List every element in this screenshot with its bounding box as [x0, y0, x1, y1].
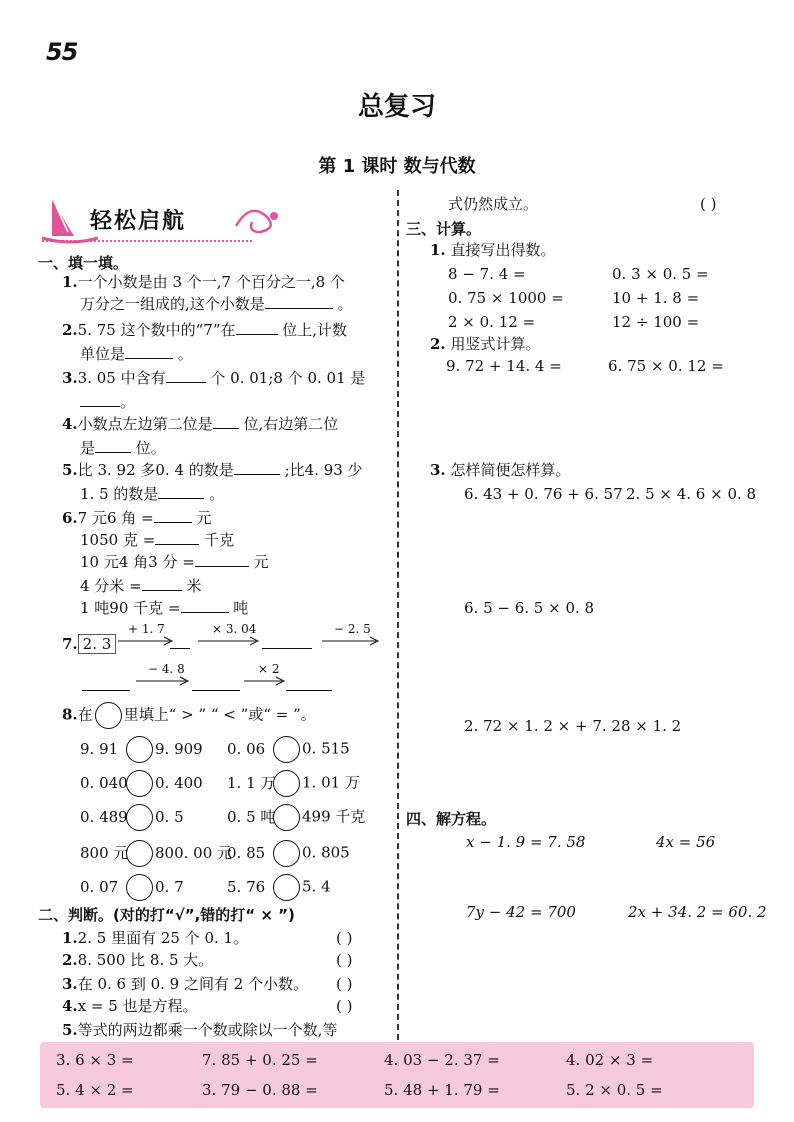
flourish-icon [230, 202, 290, 242]
oral-calc-item: 5. 2 × 0. 5 = [566, 1081, 663, 1099]
question-6: 6.7 元6 角 = 元 [62, 509, 212, 527]
direct-calc: 10 + 1. 8 = [612, 289, 700, 307]
judge-item: 5.等式的两边都乘一个数或除以一个数,等 [62, 1021, 338, 1039]
compare-value: 800. 00 元 [155, 843, 233, 862]
question-4-line2: 是 位。 [80, 439, 166, 457]
compare-circle[interactable] [126, 770, 153, 797]
item-number: 3. [62, 975, 78, 993]
item-number: 1. [62, 929, 78, 947]
item-text: x = 5 也是方程。 [77, 997, 198, 1015]
equation: 2x + 34. 2 = 60. 2 [628, 903, 767, 921]
question-1-line2: 万分之一组成的,这个小数是 。 [80, 295, 353, 313]
answer-blank[interactable] [155, 530, 199, 545]
compare-value: 1. 01 万 [302, 773, 360, 792]
question-2: 2.5. 75 这个数中的“7”在 位上,计数 [62, 321, 348, 339]
oral-calc-item: 5. 4 × 2 = [56, 1081, 134, 1099]
judge-item [62, 950, 213, 970]
simple-calc: 2. 72 × 1. 2 × + 7. 28 × 1. 2 [464, 717, 682, 735]
item-number: 4. [62, 997, 78, 1015]
compare-value: 5. 4 [302, 877, 331, 896]
arrow-icon [244, 676, 288, 686]
compare-value: 0. 5 吨 [227, 807, 276, 826]
compare-value: 0. 400 [155, 773, 203, 792]
question-8: 8.在 里填上“ > ” “ < ”或“ = ”。 [62, 702, 316, 729]
compare-circle[interactable] [95, 702, 122, 729]
judge-item-continuation: 式仍然成立。 [448, 195, 539, 213]
compare-circle[interactable] [126, 874, 153, 901]
arrow-label: × 3. 04 [212, 622, 257, 636]
compare-circle[interactable] [273, 840, 300, 867]
arrow-icon [136, 676, 192, 686]
compare-value: 0. 515 [302, 739, 350, 758]
compare-value: 0. 85 [227, 843, 266, 862]
arrow-label: − 4. 8 [148, 662, 185, 676]
lesson-subtitle: 第 1 课时 数与代数 [318, 156, 476, 177]
question-5: 5.比 3. 92 多0. 4 的数是 ;比4. 93 少 [62, 461, 363, 479]
simple-calc: 6. 5 − 6. 5 × 0. 8 [464, 599, 595, 617]
answer-paren[interactable]: ( ) [336, 929, 353, 947]
arrow-icon [118, 636, 178, 646]
compare-value: 0. 040 [80, 773, 128, 792]
answer-blank[interactable] [166, 368, 206, 383]
compare-value: 0. 7 [155, 877, 184, 896]
compare-value: 0. 06 [227, 739, 266, 758]
answer-blank[interactable] [234, 460, 280, 475]
start-value-box: 2. 3 [78, 634, 117, 654]
question-6-line5: 1 吨90 千克 = 吨 [80, 599, 249, 617]
simple-calc: 2. 5 × 4. 6 × 0. 8 [626, 485, 757, 503]
answer-blank[interactable] [95, 438, 131, 453]
section-logo [40, 196, 290, 248]
question-5-line2: 1. 5 的数是 。 [80, 485, 225, 503]
compare-value: 0. 489 [80, 807, 128, 826]
answer-paren[interactable]: ( ) [336, 975, 353, 993]
answer-blank[interactable] [82, 690, 130, 691]
oral-calc-item: 3. 79 − 0. 88 = [202, 1081, 318, 1099]
compare-value: 499 千克 [302, 807, 366, 826]
compare-value: 0. 07 [80, 877, 119, 896]
compare-value: 1. 1 万 [227, 773, 276, 792]
question-6-line4: 4 分米 = 米 [80, 577, 202, 595]
equation: x − 1. 9 = 7. 58 [466, 833, 586, 851]
vertical-calc: 6. 75 × 0. 12 = [608, 357, 724, 375]
answer-blank[interactable] [195, 552, 249, 567]
compare-row [80, 736, 350, 763]
arrow-label: × 2 [258, 662, 280, 676]
item-text: 2. 5 里面有 25 个 0. 1。 [77, 929, 249, 947]
oral-calc-item: 7. 85 + 0. 25 = [202, 1051, 318, 1069]
calc-part-2: 2. 用竖式计算。 [430, 335, 541, 353]
page-title: 总复习 [357, 92, 436, 122]
compare-row [80, 804, 365, 831]
column-divider [397, 190, 399, 1040]
question-3: 3.3. 05 中含有 个 0. 01;8 个 0. 01 是 [62, 369, 366, 387]
answer-blank[interactable] [158, 484, 204, 499]
answer-paren[interactable]: ( ) [336, 997, 353, 1015]
answer-blank[interactable] [286, 690, 332, 691]
compare-circle[interactable] [126, 840, 153, 867]
arrow-label: + 1. 7 [128, 622, 165, 636]
compare-circle[interactable] [273, 804, 300, 831]
page-number: 55 [46, 38, 78, 66]
compare-row [80, 874, 331, 901]
answer-blank[interactable] [170, 648, 190, 649]
compare-value: 9. 909 [155, 739, 203, 758]
question-2-line2: 单位是 。 [80, 345, 193, 363]
simple-calc: 6. 43 + 0. 76 + 6. 57 [464, 485, 623, 503]
answer-blank[interactable] [142, 576, 182, 591]
question-7: 7. 2. 3 [62, 634, 116, 654]
compare-circle[interactable] [126, 736, 153, 763]
direct-calc: 12 ÷ 100 = [612, 313, 700, 331]
arrow-icon [322, 636, 382, 646]
direct-calc: 2 × 0. 12 = [448, 313, 536, 331]
logo-text: 轻松启航 [90, 209, 187, 234]
direct-calc: 0. 3 × 0. 5 = [612, 265, 709, 283]
compare-circle[interactable] [273, 770, 300, 797]
judge-item [62, 996, 198, 1016]
answer-blank[interactable] [192, 690, 240, 691]
answer-blank[interactable] [236, 320, 278, 335]
answer-blank[interactable] [265, 294, 333, 309]
item-text: 8. 500 比 8. 5 大。 [77, 951, 214, 969]
answer-blank[interactable] [154, 508, 192, 523]
equation: 4x = 56 [656, 833, 716, 851]
oral-calc-item: 3. 6 × 3 = [56, 1051, 134, 1069]
section-fill-in: 一、填一填。 [38, 254, 129, 272]
compare-circle[interactable] [273, 736, 300, 763]
compare-circle[interactable] [273, 874, 300, 901]
answer-paren[interactable]: ( ) [700, 195, 717, 213]
logo-underline [42, 240, 252, 242]
section-equations: 四、解方程。 [406, 810, 497, 828]
answer-paren[interactable]: ( ) [336, 951, 353, 969]
section-judge: 二、判断。(对的打“√”,错的打“ × ”) [38, 906, 295, 924]
judge-item [62, 928, 248, 948]
compare-circle[interactable] [126, 804, 153, 831]
equation: 7y − 42 = 700 [466, 903, 576, 921]
item-text: 在 0. 6 到 0. 9 之间有 2 个小数。 [77, 975, 309, 993]
question-4: 4.小数点左边第二位是 位,右边第二位 [62, 415, 339, 433]
vertical-calc: 9. 72 + 14. 4 = [446, 357, 562, 375]
answer-blank[interactable] [181, 598, 229, 613]
question-1: 1.一个小数是由 3 个一,7 个百分之一,8 个 [62, 273, 345, 291]
answer-blank[interactable] [125, 344, 173, 359]
compare-row [80, 840, 350, 867]
answer-blank[interactable] [80, 392, 120, 407]
direct-calc: 0. 75 × 1000 = [448, 289, 564, 307]
answer-blank[interactable] [213, 414, 239, 429]
compare-value: 0. 5 [155, 807, 184, 826]
compare-value: 800 元 [80, 843, 129, 862]
oral-calc-item: 4. 02 × 3 = [566, 1051, 654, 1069]
judge-item [62, 974, 308, 994]
item-number: 2. [62, 951, 78, 969]
section-calculate: 三、计算。 [406, 220, 482, 238]
direct-calc: 8 − 7. 4 = [448, 265, 526, 283]
calc-part-1: 1. 直接写出得数。 [430, 241, 556, 259]
compare-value: 0. 805 [302, 843, 350, 862]
compare-value: 5. 76 [227, 877, 266, 896]
oral-calc-item: 4. 03 − 2. 37 = [384, 1051, 500, 1069]
compare-value: 9. 91 [80, 739, 119, 758]
question-3-line2: 。 [80, 392, 135, 412]
question-6-line2: 1050 克 = 千克 [80, 531, 235, 549]
compare-row [80, 770, 360, 797]
question-6-line3: 10 元4 角3 分 = 元 [80, 553, 269, 571]
arrow-label: − 2. 5 [334, 622, 371, 636]
answer-blank[interactable] [262, 648, 312, 649]
oral-calc-item: 5. 48 + 1. 79 = [384, 1081, 500, 1099]
calc-part-3: 3. 怎样简便怎样算。 [430, 461, 571, 479]
arrow-icon [198, 636, 262, 646]
